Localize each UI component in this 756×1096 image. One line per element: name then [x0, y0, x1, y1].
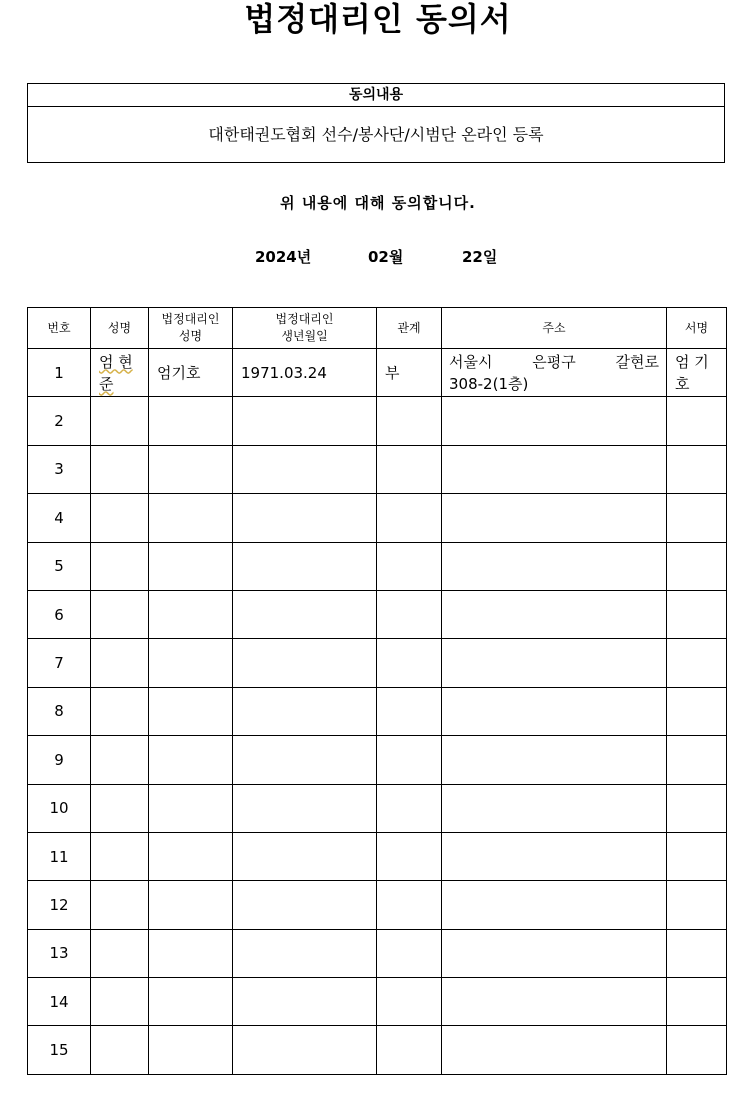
- cell-relation[interactable]: [377, 784, 442, 832]
- table-row: [28, 639, 727, 687]
- cell-name[interactable]: [91, 1026, 149, 1074]
- cell-guardian-name[interactable]: [149, 784, 233, 832]
- cell-guardian-birth[interactable]: [233, 397, 377, 445]
- cell-no: 9: [28, 736, 91, 784]
- guardian-table: [27, 307, 727, 1075]
- table-row: [28, 929, 727, 977]
- cell-address[interactable]: [442, 978, 667, 1026]
- cell-name[interactable]: [91, 590, 149, 638]
- agree-statement: 위 내용에 대해 동의합니다.: [280, 194, 476, 212]
- cell-guardian-birth[interactable]: [233, 639, 377, 687]
- cell-address[interactable]: [442, 349, 667, 397]
- cell-relation[interactable]: [377, 445, 442, 493]
- consent-header: 동의내용: [28, 84, 724, 107]
- document-title: 법정대리인 동의서: [244, 0, 512, 38]
- cell-guardian-birth[interactable]: [233, 1026, 377, 1074]
- cell-name[interactable]: [91, 881, 149, 929]
- header-guardian-name: [149, 308, 233, 349]
- cell-relation[interactable]: [377, 881, 442, 929]
- consent-text: 대한태권도협회 선수/봉사단/시범단 온라인 등록: [208, 125, 544, 144]
- cell-name[interactable]: [91, 687, 149, 735]
- cell-guardian-name[interactable]: [149, 736, 233, 784]
- date-year: 2024년: [255, 248, 312, 266]
- header-guardian-birth: [233, 308, 377, 349]
- cell-relation[interactable]: [377, 687, 442, 735]
- cell-relation[interactable]: [377, 929, 442, 977]
- cell-name[interactable]: [91, 832, 149, 880]
- address-line2: 308-2(1층): [449, 374, 529, 393]
- cell-guardian-name[interactable]: [149, 1026, 233, 1074]
- cell-guardian-name[interactable]: 엄기호: [149, 349, 233, 397]
- cell-signature-line1: 엄 기: [675, 352, 709, 371]
- cell-signature[interactable]: [667, 542, 727, 590]
- header-signature: 서명: [667, 308, 727, 349]
- cell-guardian-name[interactable]: [149, 929, 233, 977]
- cell-relation[interactable]: [377, 542, 442, 590]
- table-header-row: [28, 308, 727, 349]
- cell-guardian-birth[interactable]: [233, 784, 377, 832]
- address-line1: [449, 351, 659, 373]
- cell-name[interactable]: [91, 639, 149, 687]
- cell-guardian-birth[interactable]: [233, 542, 377, 590]
- cell-no: 4: [28, 494, 91, 542]
- cell-name[interactable]: [91, 736, 149, 784]
- cell-signature[interactable]: [667, 687, 727, 735]
- table-row: [28, 784, 727, 832]
- cell-relation[interactable]: [377, 736, 442, 784]
- cell-relation[interactable]: [377, 397, 442, 445]
- cell-relation[interactable]: [377, 639, 442, 687]
- cell-signature[interactable]: [667, 832, 727, 880]
- header-guardian-birth-line2: 생년월일: [281, 329, 328, 343]
- cell-no: 8: [28, 687, 91, 735]
- date-month: 02월: [368, 248, 404, 266]
- cell-relation[interactable]: 부: [377, 349, 442, 397]
- cell-guardian-birth[interactable]: [233, 590, 377, 638]
- cell-name-line2: 준: [99, 374, 114, 393]
- cell-address[interactable]: [442, 1026, 667, 1074]
- cell-guardian-birth[interactable]: [233, 832, 377, 880]
- cell-guardian-name[interactable]: [149, 445, 233, 493]
- cell-address[interactable]: [442, 590, 667, 638]
- cell-name[interactable]: [91, 397, 149, 445]
- cell-signature[interactable]: [667, 881, 727, 929]
- cell-signature-line2: 호: [675, 374, 690, 393]
- cell-name[interactable]: [91, 978, 149, 1026]
- cell-no: 6: [28, 590, 91, 638]
- cell-name[interactable]: [91, 349, 149, 397]
- cell-guardian-birth[interactable]: [233, 881, 377, 929]
- cell-signature[interactable]: [667, 978, 727, 1026]
- cell-signature[interactable]: [667, 639, 727, 687]
- address-part: 갈현로: [615, 352, 659, 371]
- cell-no: 15: [28, 1026, 91, 1074]
- cell-address[interactable]: [442, 784, 667, 832]
- cell-relation[interactable]: [377, 590, 442, 638]
- cell-address[interactable]: [442, 397, 667, 445]
- cell-guardian-name[interactable]: [149, 881, 233, 929]
- cell-address[interactable]: [442, 639, 667, 687]
- header-guardian-name-line1: 법정대리인: [161, 312, 220, 326]
- cell-address[interactable]: [442, 542, 667, 590]
- cell-signature[interactable]: [667, 494, 727, 542]
- cell-address[interactable]: [442, 881, 667, 929]
- cell-signature[interactable]: [667, 929, 727, 977]
- cell-no: 7: [28, 639, 91, 687]
- cell-no: 3: [28, 445, 91, 493]
- header-guardian-birth-line1: 법정대리인: [275, 312, 334, 326]
- cell-guardian-name[interactable]: [149, 687, 233, 735]
- cell-name[interactable]: [91, 494, 149, 542]
- cell-guardian-name[interactable]: [149, 397, 233, 445]
- cell-guardian-birth[interactable]: [233, 978, 377, 1026]
- cell-guardian-name[interactable]: [149, 832, 233, 880]
- cell-address[interactable]: [442, 687, 667, 735]
- table-row: [28, 494, 727, 542]
- cell-guardian-birth[interactable]: [233, 687, 377, 735]
- cell-guardian-birth[interactable]: [233, 929, 377, 977]
- cell-no: 1: [28, 349, 91, 397]
- cell-guardian-name[interactable]: [149, 978, 233, 1026]
- header-no: 번호: [28, 308, 91, 349]
- cell-name[interactable]: [91, 445, 149, 493]
- header-name: 성명: [91, 308, 149, 349]
- cell-no: 12: [28, 881, 91, 929]
- cell-guardian-birth[interactable]: [233, 445, 377, 493]
- address-part: 서울시: [449, 352, 493, 371]
- header-guardian-name-line2: 성명: [178, 329, 203, 343]
- cell-guardian-birth[interactable]: [233, 736, 377, 784]
- cell-guardian-birth[interactable]: 1971.03.24: [233, 349, 377, 397]
- table-row: [28, 590, 727, 638]
- cell-address[interactable]: [442, 929, 667, 977]
- cell-signature[interactable]: [667, 784, 727, 832]
- date-day: 22일: [462, 248, 498, 266]
- cell-guardian-name[interactable]: [149, 494, 233, 542]
- table-row: [28, 832, 727, 880]
- cell-address[interactable]: [442, 832, 667, 880]
- cell-signature[interactable]: [667, 736, 727, 784]
- cell-signature[interactable]: [667, 397, 727, 445]
- cell-guardian-name[interactable]: [149, 639, 233, 687]
- cell-no: 14: [28, 978, 91, 1026]
- address-part: 은평구: [532, 352, 576, 371]
- cell-signature[interactable]: [667, 349, 727, 397]
- table-row: [28, 445, 727, 493]
- table-row: [28, 1026, 727, 1074]
- cell-address[interactable]: [442, 494, 667, 542]
- cell-address[interactable]: [442, 736, 667, 784]
- cell-name[interactable]: [91, 784, 149, 832]
- cell-guardian-name[interactable]: [149, 542, 233, 590]
- cell-relation[interactable]: [377, 832, 442, 880]
- cell-no: 5: [28, 542, 91, 590]
- cell-name[interactable]: [91, 929, 149, 977]
- cell-no: 10: [28, 784, 91, 832]
- cell-signature[interactable]: [667, 445, 727, 493]
- header-address: 주소: [442, 308, 667, 349]
- cell-no: 13: [28, 929, 91, 977]
- table-row: [28, 349, 727, 397]
- table-row: [28, 978, 727, 1026]
- header-relation: 관계: [377, 308, 442, 349]
- cell-name[interactable]: [91, 542, 149, 590]
- table-row: [28, 397, 727, 445]
- cell-relation[interactable]: [377, 494, 442, 542]
- cell-signature[interactable]: [667, 590, 727, 638]
- table-row: [28, 736, 727, 784]
- table-row: [28, 542, 727, 590]
- cell-signature[interactable]: [667, 1026, 727, 1074]
- table-row: [28, 687, 727, 735]
- cell-relation[interactable]: [377, 1026, 442, 1074]
- cell-no: 11: [28, 832, 91, 880]
- cell-guardian-name[interactable]: [149, 590, 233, 638]
- cell-name-line1: 엄 현: [99, 352, 133, 371]
- consent-box: [27, 83, 725, 163]
- table-row: [28, 881, 727, 929]
- cell-guardian-birth[interactable]: [233, 494, 377, 542]
- cell-address[interactable]: [442, 445, 667, 493]
- cell-no: 2: [28, 397, 91, 445]
- cell-relation[interactable]: [377, 978, 442, 1026]
